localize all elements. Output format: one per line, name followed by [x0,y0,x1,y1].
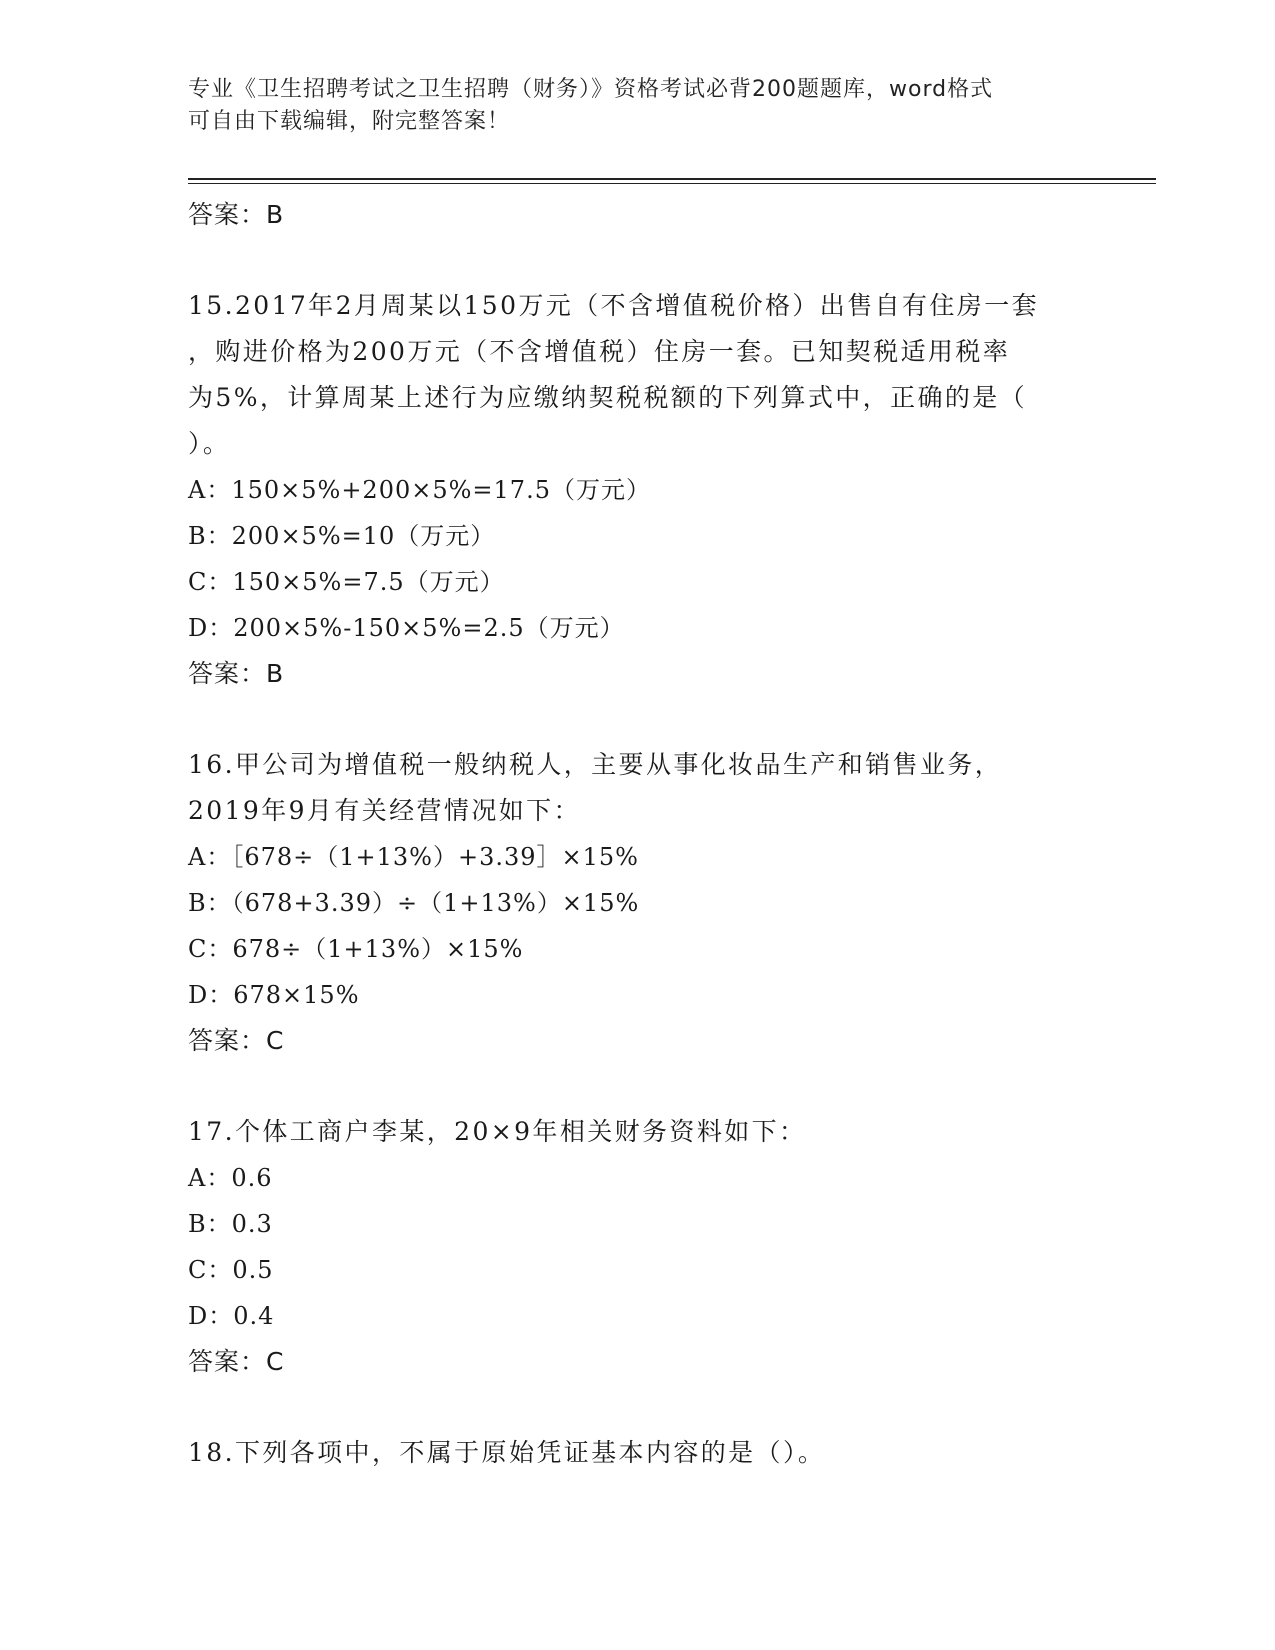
question-text-line: 17.个体工商户李某，20×9年相关财务资料如下： [188,1117,807,1146]
question-text-line: ，购进价格为200万元（不含增值税）住房一套。已知契税适用税率 [188,337,1011,366]
option-a: A：150×5%+200×5%=17.5（万元） [188,476,651,504]
header-title-line-1: 专业《卫生招聘考试之卫生招聘（财务）》资格考试必背200题题库，word格式 [188,77,994,102]
option-a: A：［678÷（1+13%）+3.39］×15% [188,843,639,871]
header-divider-thin [188,183,1156,184]
option-b: B：（678+3.39）÷（1+13%）×15% [188,889,640,917]
question-text-line: ）。 [188,429,231,458]
spacer [188,1064,1108,1109]
option-c: C：0.5 [188,1256,274,1284]
question-text-line: 为5%，计算周某上述行为应缴纳契税税额的下列算式中，正确的是（ [188,383,1028,412]
option-a: A：0.6 [188,1164,273,1192]
spacer [188,697,1108,742]
option-b: B：200×5%=10（万元） [188,522,496,550]
question-text-line: 2019年9月有关经营情况如下： [188,796,581,825]
question-block [188,1109,1108,1385]
header-divider-thick [188,178,1156,180]
header-title-line-2: 可自由下载编辑，附完整答案！ [188,109,511,134]
previous-answer: 答案：B [188,200,285,229]
question-block [188,1430,1108,1476]
option-c: C：150×5%=7.5（万元） [188,568,505,596]
question-text-line: 18.下列各项中，不属于原始凭证基本内容的是（）。 [188,1438,826,1467]
question-list [188,192,1108,1476]
spacer [188,238,1108,283]
question-text-line: 15.2017年2月周某以150万元（不含增值税价格）出售自有住房一套 [188,291,1040,320]
answer-line: 答案：B [188,659,285,688]
option-b: B：0.3 [188,1210,273,1238]
option-d: D：678×15% [188,981,360,1009]
question-block [188,742,1108,1064]
answer-line: 答案：C [188,1347,285,1376]
option-c: C：678÷（1+13%）×15% [188,935,524,963]
option-d: D：0.4 [188,1302,275,1330]
question-text-line: 16.甲公司为增值税一般纳税人，主要从事化妆品生产和销售业务， [188,750,1003,779]
answer-line: 答案：C [188,1026,285,1055]
question-block [188,283,1108,697]
option-d: D：200×5%-150×5%=2.5（万元） [188,614,625,642]
page-header [188,74,1088,138]
spacer [188,1385,1108,1430]
